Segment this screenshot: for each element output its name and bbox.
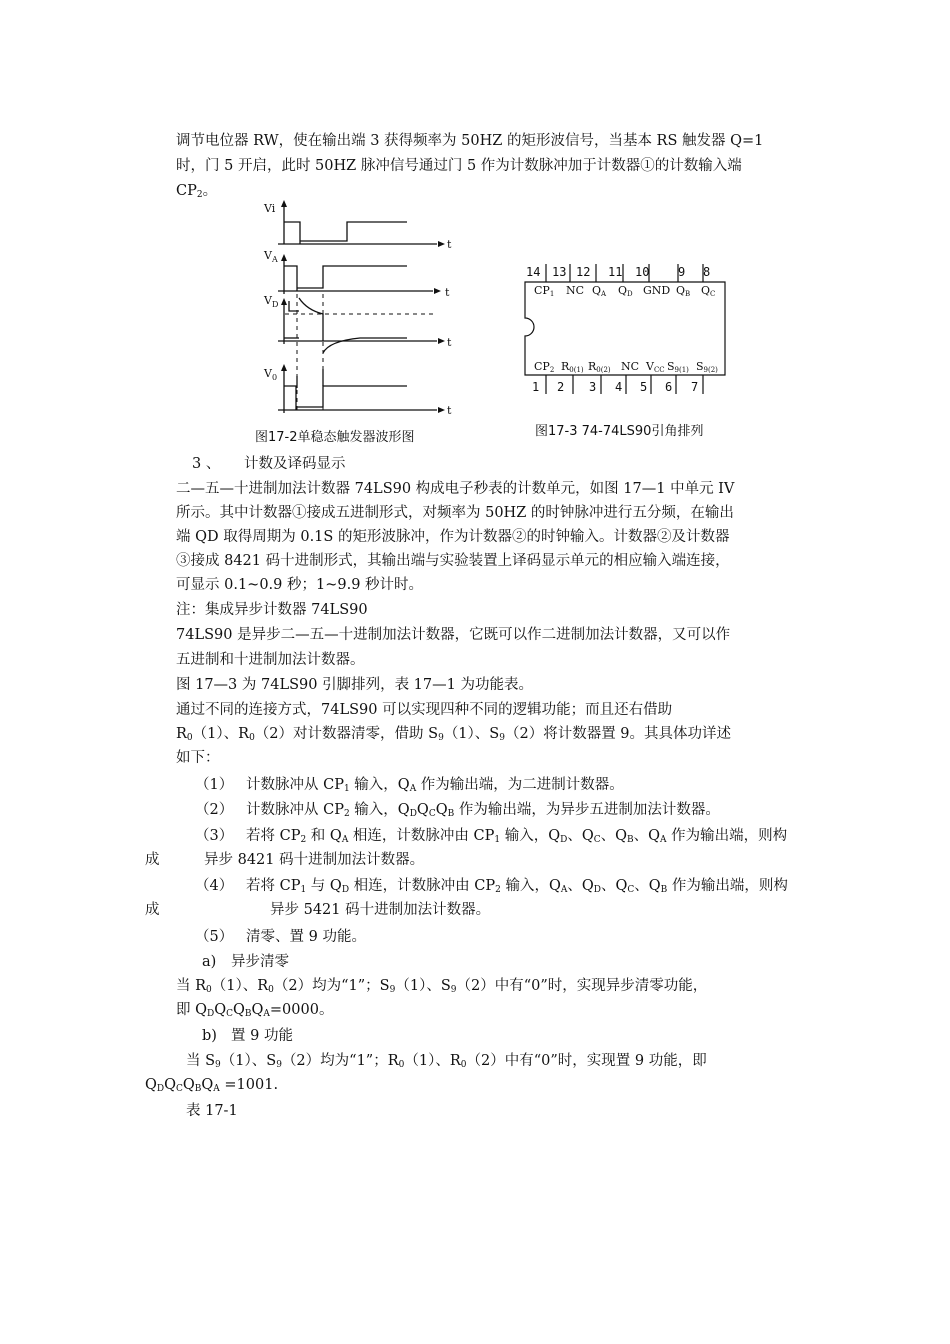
sub-b-text-1: 当 $S_9(1)$、$S_9(2)$均为“1”；$R_0(1)$、$R_0(2)$中有“0”时，实现置 9 功能，即 (186, 1053, 707, 1070)
intro-line-1: 调节电位器 RW，使在输出端 3 获得频率为 50HZ 的矩形波信号，当基本 RS 触发器 Q=1 (176, 133, 764, 149)
p3: 图 17—3 为 74LS90 引脚排列，表 17—1 为功能表。 (176, 677, 533, 693)
pin-10: 10 (635, 265, 650, 279)
svg-text:NC: NC (621, 360, 640, 373)
svg-text:S9(1): S9(1) (667, 360, 689, 374)
item-4-cont-2: 异步 5421 码十进制加法计数器。 (270, 902, 491, 918)
svg-text:R0(2): R0(2) (588, 360, 611, 374)
label-t2: t (445, 286, 450, 299)
p1-line-3: 端 QD 取得周期为 0.1S 的矩形波脉冲，作为计数器②的时钟输入。计数器②及计数器 (176, 529, 730, 545)
pin-2: 2 (557, 380, 565, 394)
label-t3: t (447, 336, 452, 349)
section-number: 3 、 (192, 456, 221, 472)
pin-12: 12 (576, 265, 591, 279)
fig17-2-caption: 图17-2单稳态触发器波形图 (255, 430, 415, 445)
item-3-cont-1: 成 (145, 852, 160, 868)
pin-9: 9 (678, 265, 686, 279)
svg-text:QD: QD (618, 284, 633, 298)
pin-1: 1 (532, 380, 540, 394)
label-vd: $V_D$ (264, 294, 279, 309)
svg-text:QA: QA (592, 284, 607, 298)
svg-text:CP2: CP2 (534, 360, 555, 374)
pin-6: 6 (665, 380, 673, 394)
pin-13: 13 (552, 265, 567, 279)
intro-line-3: $CP_2$。 (176, 183, 218, 200)
fig17-3-caption: 图17-3 74-74LS90引角排列 (535, 424, 704, 439)
svg-text:CP1: CP1 (534, 284, 555, 298)
sub-b-label: b) (202, 1028, 217, 1044)
intro-line-2: 时，门 5 开启，此时 50HZ 脉冲信号通过门 5 作为计数脉冲加于计数器①的计数输入端 (176, 158, 742, 174)
sub-b-title: 置 9 功能 (231, 1028, 293, 1044)
label-vi: Vi (264, 202, 276, 215)
p1-line-5: 可显示 0.1~0.9 秒；1~9.9 秒计时。 (176, 577, 424, 593)
p1-line-2: 所示。其中计数器①接成五进制形式，对频率为 50HZ 的时钟脉冲进行五分频，在输出 (176, 505, 734, 521)
pin-4: 4 (615, 380, 623, 394)
item-5-text: 清零、置 9 功能。 (246, 929, 366, 945)
item-4-cont-1: 成 (145, 902, 160, 918)
svg-text:QC: QC (701, 284, 716, 298)
label-t1: t (447, 238, 452, 251)
p2-line-2: 五进制和十进制加法计数器。 (176, 652, 365, 668)
item-3-cont-2: 异步 8421 码十进制加法计数器。 (204, 852, 425, 868)
waveform-figure (255, 198, 470, 446)
pin-11: 11 (608, 265, 623, 279)
p4-line-1: 通过不同的连接方式，74LS90 可以实现四种不同的逻辑功能；而且还右借助 (176, 702, 673, 718)
svg-text:S9(2): S9(2) (696, 360, 718, 374)
label-va: $V_A$ (264, 249, 278, 264)
item-3-number: （3） (195, 828, 234, 844)
item-3-text: 若将 $CP_2$ 和 $Q_A$ 相连，计数脉冲由 $CP_1$ 输入，$Q_D$、$Q_C$、$Q_B$、$Q_A$ 作为输出端，则构 (246, 828, 788, 845)
p4-line-3: 如下： (176, 750, 220, 766)
table-label: 表 17-1 (186, 1103, 238, 1119)
svg-text:R0(1): R0(1) (561, 360, 584, 374)
label-vo: $V_0$ (264, 367, 278, 382)
item-5-number: （5） (195, 929, 234, 945)
sub-a-text-1: 当 $R_0(1)$、$R_0(2)$均为“1”；$S_9(1)$、$S_9(2)$中有“0”时，实现异步清零功能， (176, 978, 708, 995)
svg-text:QB: QB (676, 284, 691, 298)
sub-a-label: a) (202, 954, 217, 970)
pin-8: 8 (703, 265, 711, 279)
p1-line-1: 二—五—十进制加法计数器 74LS90 构成电子秒表的计数单元，如图 17—1 中单元 IV (176, 481, 735, 497)
sub-a-title: 异步清零 (231, 954, 289, 970)
sub-b-text-2: $Q_DQ_CQ_BQ_A =1001$. (145, 1077, 279, 1094)
item-2-number: （2） (195, 802, 234, 818)
p2-line-1: 74LS90 是异步二—五—十进制加法计数器，它既可以作二进制加法计数器，又可以作 (176, 627, 731, 643)
pin-7: 7 (691, 380, 699, 394)
item-4-number: （4） (195, 878, 234, 894)
item-1-text: 计数脉冲从 $CP_1$ 输入，$Q_A$ 作为输出端，为二进制计数器。 (246, 777, 624, 794)
pin-14: 14 (526, 265, 541, 279)
item-1-number: （1） (195, 777, 234, 793)
pin-3: 3 (589, 380, 597, 394)
sub-a-text-2: 即 $Q_DQ_CQ_BQ_A=0000$。 (176, 1002, 334, 1019)
note: 注：集成异步计数器 74LS90 (176, 602, 368, 618)
pin-diagram (515, 258, 735, 443)
label-t4: t (447, 404, 452, 417)
item-4-text: 若将 $CP_1$ 与 $Q_D$ 相连，计数脉冲由 $CP_2$ 输入，$Q_A$、$Q_D$、$Q_C$、$Q_B$ 作为输出端，则构 (246, 878, 788, 895)
svg-text:GND: GND (643, 284, 671, 297)
item-2-text: 计数脉冲从 $CP_2$ 输入，$Q_DQ_CQ_B$ 作为输出端，为异步五进制加法计数器。 (246, 802, 720, 819)
p1-line-4: ③接成 8421 码十进制形式，其输出端与实验装置上译码显示单元的相应输入端连接， (176, 553, 730, 569)
svg-text:VCC: VCC (646, 360, 665, 374)
p4-line-2: $R_0(1)$、$R_0(2)$对计数器清零，借助 $S_9(1)$、$S_9(2)$将计数器置 9。其具体功详述 (176, 726, 732, 743)
svg-text:NC: NC (566, 284, 585, 297)
section-title: 计数及译码显示 (244, 456, 346, 472)
pin-5: 5 (640, 380, 648, 394)
